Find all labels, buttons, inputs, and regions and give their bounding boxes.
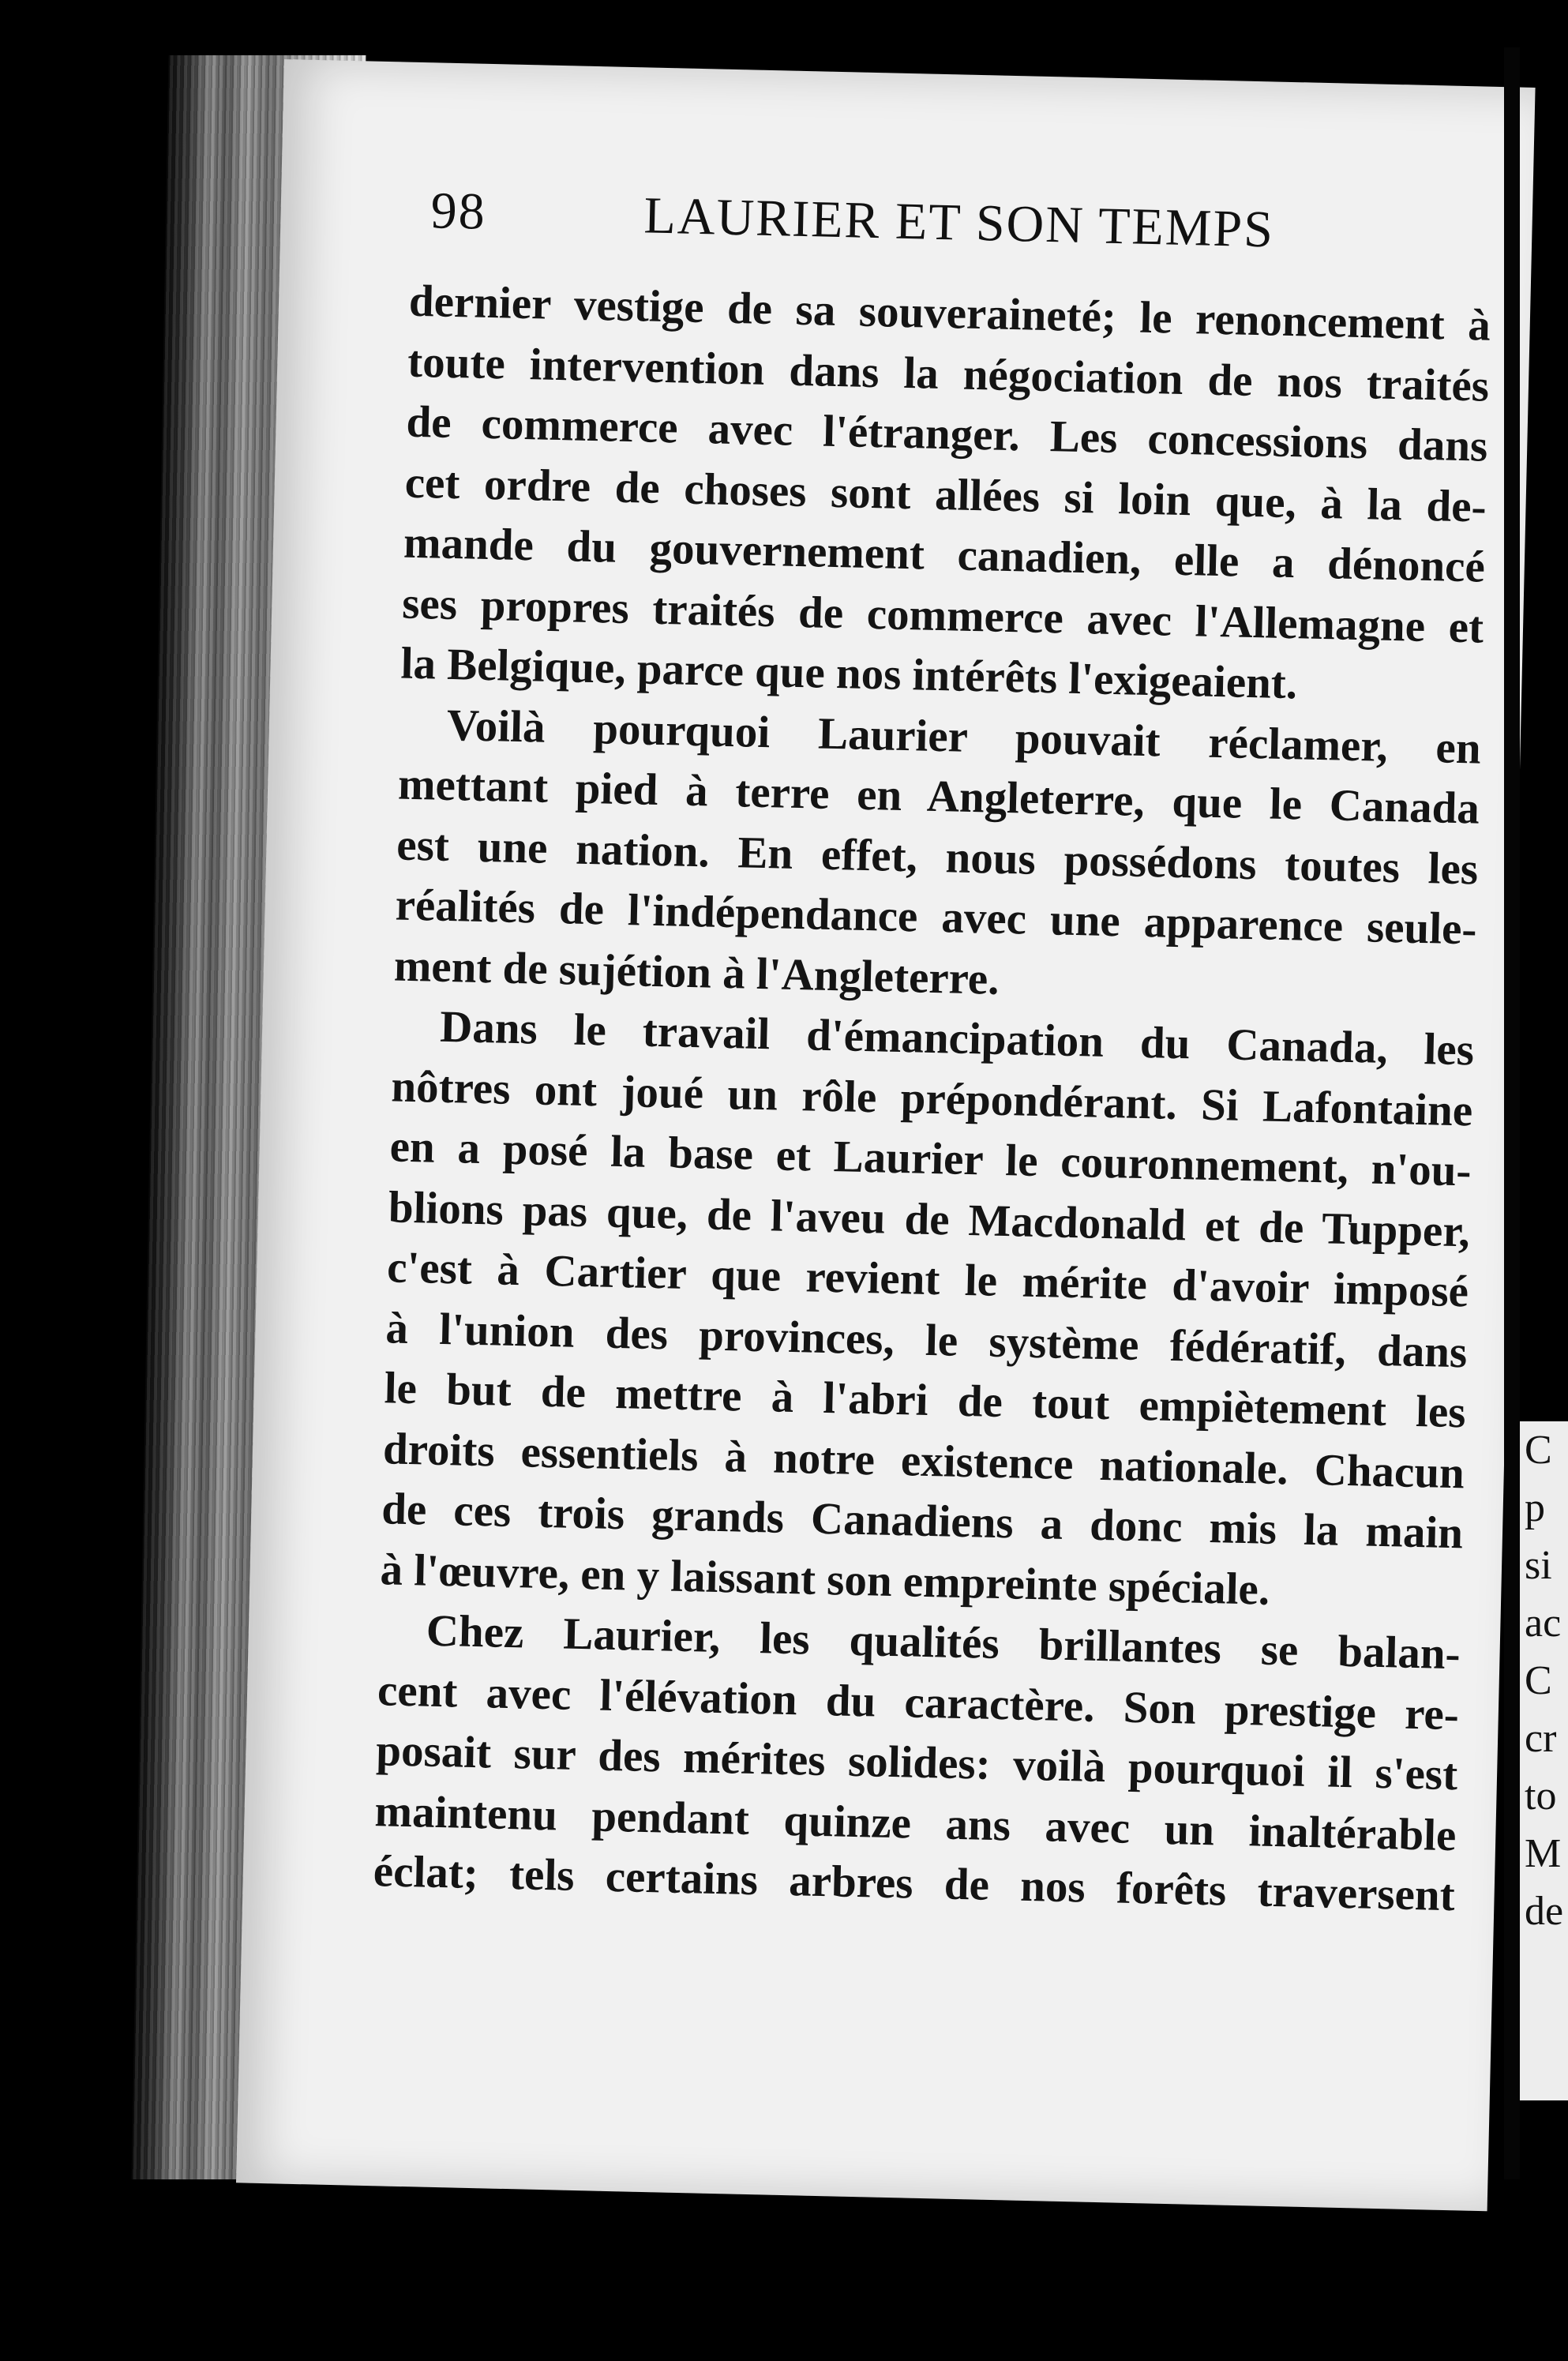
next-page-edge xyxy=(1520,1421,1568,2100)
text-line: mande du gouvernement canadien, elle a dénoncé xyxy=(403,517,1486,592)
next-page-fragment: to xyxy=(1525,1774,1557,1819)
text-line: est une nation. En effet, nous possédons toutes les xyxy=(396,819,1479,895)
text-line: à l'œuvre, en y laissant son empreinte spéciale. xyxy=(379,1544,1270,1615)
text-line: Chez Laurier, les qualités brillantes se balan- xyxy=(426,1605,1461,1680)
text-line: droits essentiels à notre existence nationale. Chacun xyxy=(382,1423,1465,1498)
text-line: le but de mettre à l'abri de tout empiètement les xyxy=(384,1363,1467,1438)
text-line: ses propres traités de commerce avec l'Allemagne et xyxy=(401,578,1484,653)
text-line: de ces trois grands Canadiens a donc mis la main xyxy=(381,1484,1464,1559)
page-gutter xyxy=(1504,47,1520,2179)
paragraph xyxy=(393,694,1481,1020)
text-line: nôtres ont joué un rôle prépondérant. Si Lafontaine xyxy=(390,1060,1473,1135)
next-page-fragment: cr xyxy=(1525,1716,1557,1761)
paragraph xyxy=(400,272,1491,719)
text-line: Voilà pourquoi Laurier pouvait réclamer, en xyxy=(446,700,1482,774)
page-number: 98 xyxy=(430,182,487,241)
next-page-fragment: si xyxy=(1525,1543,1552,1588)
text-line: dernier vestige de sa souveraineté; le renoncement à xyxy=(408,276,1491,351)
paragraph xyxy=(373,1600,1461,1926)
text-line: réalités de l'indépendance avec une apparence seule- xyxy=(395,880,1478,955)
body-text xyxy=(373,272,1491,1927)
text-line: maintenu pendant quinze ans avec un inaltérable xyxy=(373,1785,1457,1860)
text-line: de commerce avec l'étranger. Les concessions dans xyxy=(405,396,1488,471)
next-page-fragment: ac xyxy=(1525,1601,1562,1646)
text-line: éclat; tels certains arbres de nos forêts traversent xyxy=(373,1846,1456,1921)
running-title: LAURIER ET SON TEMPS xyxy=(643,186,1275,259)
text-line: à l'union des provinces, le système fédératif, dans xyxy=(384,1302,1468,1377)
next-page-fragment: C xyxy=(1525,1658,1552,1703)
text-line: cet ordre de choses sont allées si loin que, à la de- xyxy=(404,457,1487,532)
text-line: posait sur des mérites solides: voilà pourquoi il s'est xyxy=(375,1725,1458,1800)
text-line: c'est à Cartier que revient le mérite d'avoir imposé xyxy=(386,1242,1469,1317)
text-line: cent avec l'élévation du caractère. Son prestige re- xyxy=(377,1665,1460,1740)
next-page-fragment: M xyxy=(1525,1831,1562,1876)
text-line: en a posé la base et Laurier le couronnement, n'ou- xyxy=(389,1121,1472,1196)
next-page-fragment: de xyxy=(1525,1889,1564,1934)
book-page xyxy=(236,59,1536,2211)
text-line: ment de sujétion à l'Angleterre. xyxy=(393,940,1000,1004)
next-page-fragment: C xyxy=(1525,1428,1552,1473)
text-line: mettant pied à terre en Angleterre, que le Canada xyxy=(397,759,1480,834)
text-line: Dans le travail d'émancipation du Canada, les xyxy=(439,1001,1475,1075)
text-line: blions pas que, de l'aveu de Macdonald et de Tupper, xyxy=(388,1181,1471,1256)
paragraph xyxy=(380,996,1475,1624)
text-line: toute intervention dans la négociation de nos traités xyxy=(407,336,1490,411)
next-page-fragment: p xyxy=(1525,1485,1545,1530)
running-head xyxy=(430,182,1466,259)
text-line: la Belgique, parce que nos intérêts l'exigeaient. xyxy=(400,638,1298,709)
